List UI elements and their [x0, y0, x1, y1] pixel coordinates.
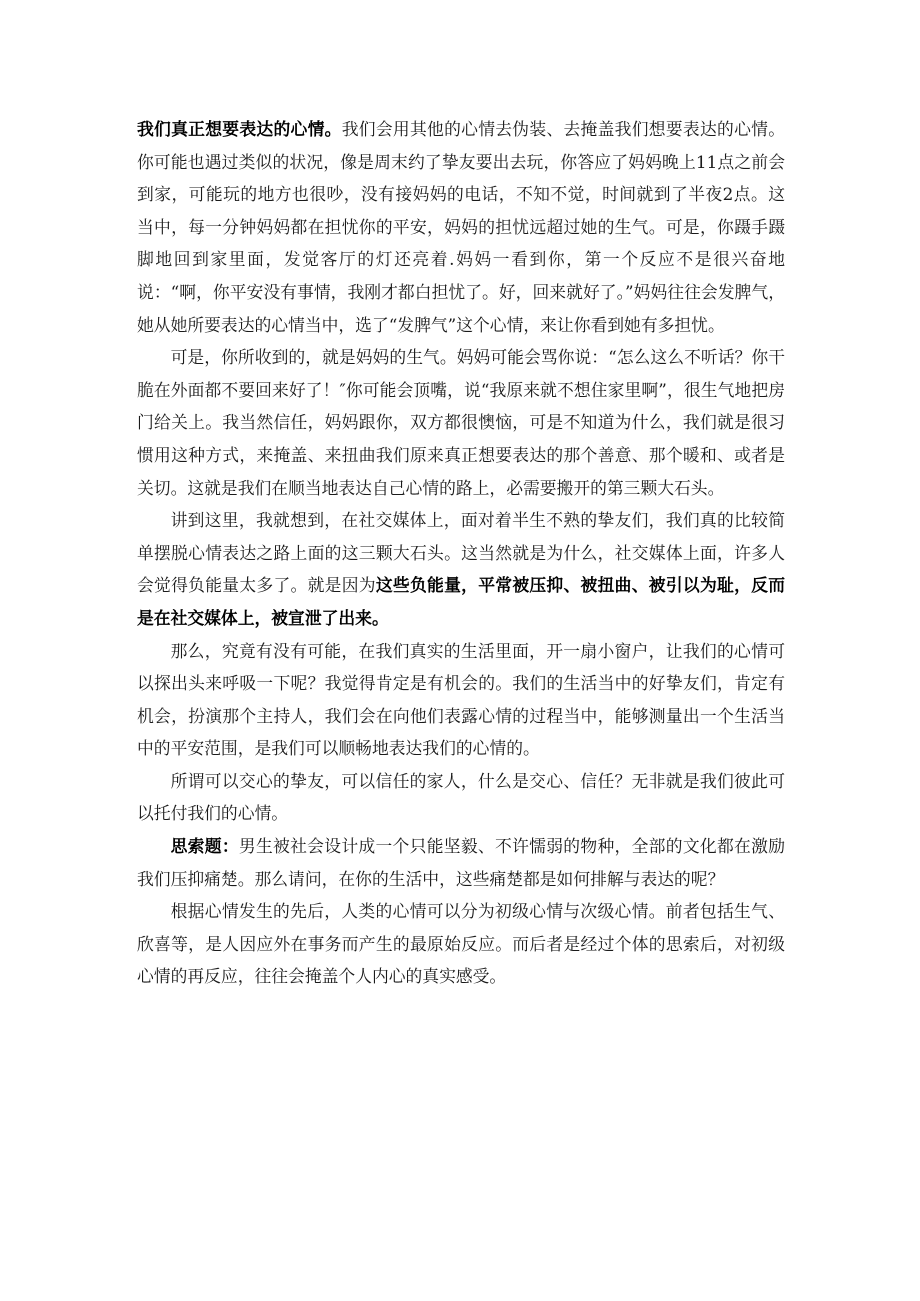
- paragraph-1-text: 我们会用其他的心情去伪装、去掩盖我们想要表达的心情。你可能也遇过类似的状况，像是周末约了挚友要出去玩，你答应了妈妈晚上11点之前会到家，可能玩的地方也很吵，没有接妈妈的电话，不知不觉，时间就到了半夜2点。这当中，每一分钟妈妈都在担忧你的平安，妈妈的担忧远超过她的生气。可是，你蹑手蹑脚地回到家里面，发觉客厅的灯还亮着.妈妈一看到你，第一个反应不是很兴奋地说：“啊，你平安没有事情，我刚才都白担忧了。好，回来就好了。”妈妈往往会发脾气，她从她所要表达的心情当中，选了“发脾气”这个心情，来让你看到她有多担忧。: [137, 119, 785, 335]
- paragraph-3: [137, 504, 785, 634]
- paragraph-2-text: 可是，你所收到的，就是妈妈的生气。妈妈可能会骂你说：“怎么这么不听话？你干脆在外面都不要回来好了！″你可能会顶嘴，说“我原来就不想住家里啊”，很生气地把房门给关上。我当然信任，妈妈跟你，双方都很懊恼，可是不知道为什么，我们就是很习惯用这种方式，来掩盖、来扭曲我们原来真正想要表达的那个善意、那个暖和、或者是关切。这就是我们在顺当地表达自己心情的路上，必需要搬开的第三颗大石头。: [137, 347, 785, 498]
- paragraph-1-bold-lead: 我们真正想要表达的心情。: [137, 119, 342, 139]
- paragraph-6: [137, 830, 785, 895]
- paragraph-4: [137, 635, 785, 765]
- paragraph-3-text: 讲到这里，我就想到，在社交媒体上，面对着半生不熟的挚友们，我们真的比较简单摆脱心情表达之路上面的这三颗大石头。这当然就是为什么，社交媒体上面，许多人会觉得负能量太多了。就是因为: [137, 510, 785, 596]
- paragraph-6-text: 男生被社会设计成一个只能坚毅、不许懦弱的物种，全部的文化都在激励我们压抑痛楚。那么请问，在你的生活中，这些痛楚都是如何排解与表达的呢？: [137, 836, 785, 889]
- paragraph-5: [137, 765, 785, 830]
- paragraph-7-text: 根据心情发生的先后，人类的心情可以分为初级心情与次级心情。前者包括生气、欣喜等，是人因应外在事务而产生的最原始反应。而后者是经过个体的思索后，对初级心情的再反应，往往会掩盖个人内心的真实感受。: [137, 901, 785, 987]
- paragraph-6-bold-lead: 思索题：: [170, 836, 239, 857]
- paragraph-1: [137, 113, 785, 341]
- document-body: [137, 113, 785, 993]
- paragraph-3-bold-tail: 这些负能量，平常被压抑、被扭曲、被引以为耻，反而是在社交媒体上，被宣泄了出来。: [137, 575, 785, 628]
- paragraph-5-text: 所谓可以交心的挚友，可以信任的家人，什么是交心、信任？无非就是我们彼此可以托付我们的心情。: [137, 770, 785, 824]
- paragraph-7: [137, 895, 785, 993]
- paragraph-4-text: 那么，究竟有没有可能，在我们真实的生活里面，开一扇小窗户，让我们的心情可以探出头来呼吸一下呢？我觉得肯定是有机会的。我们的生活当中的好挚友们，肯定有机会，扮演那个主持人，我们会在向他们表露心情的过程当中，能够测量出一个生活当中的平安范围，是我们可以顺畅地表达我们的心情的。: [137, 640, 785, 759]
- paragraph-2: [137, 341, 785, 504]
